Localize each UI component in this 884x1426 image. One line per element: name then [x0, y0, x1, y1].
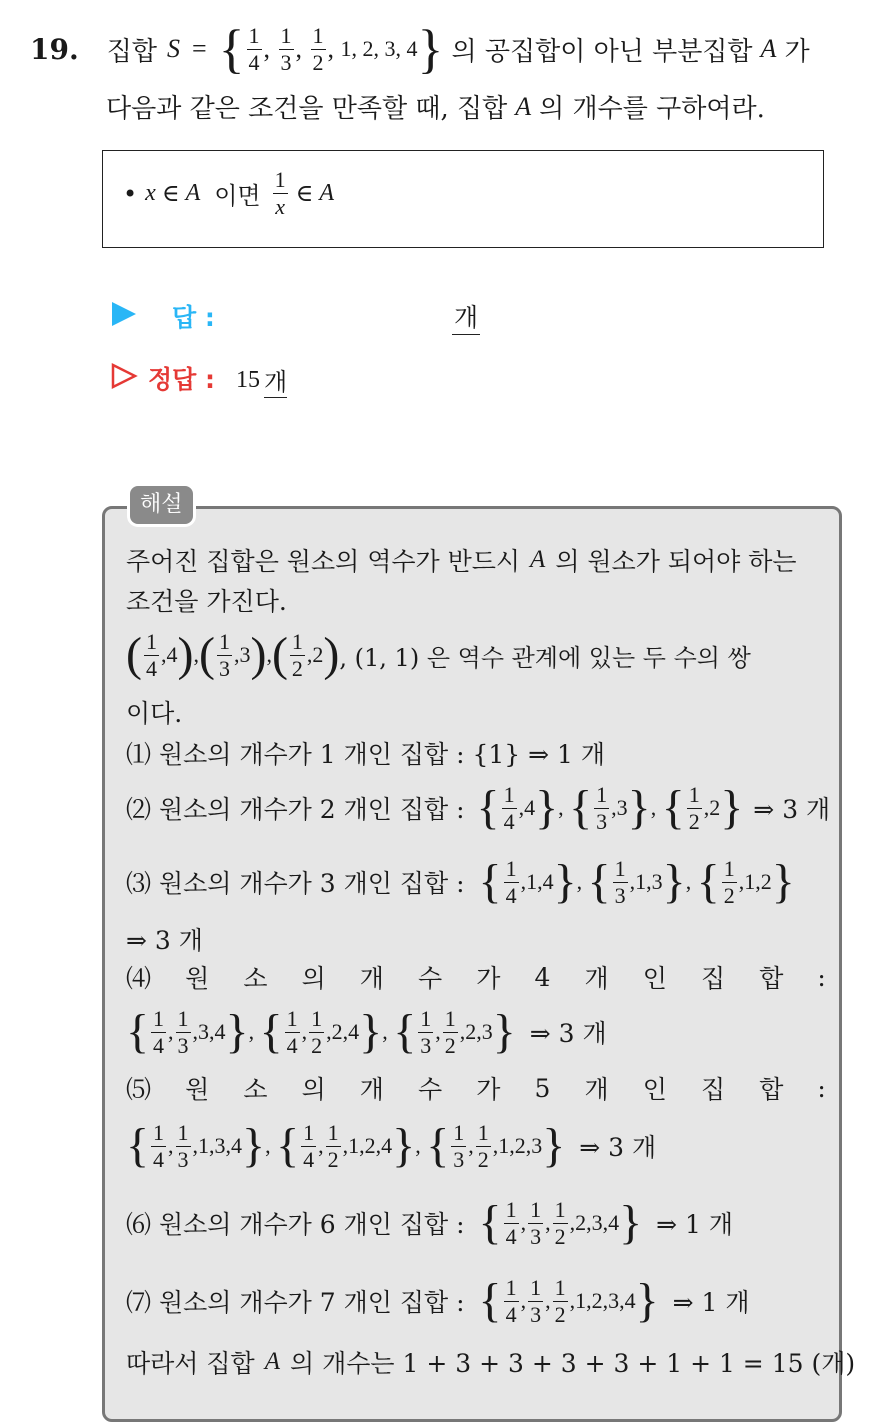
equals-sign: =: [191, 34, 207, 63]
case-3-result: ⇒ 3 개: [126, 926, 203, 955]
correct-answer: [236, 362, 287, 398]
fraction: $\frac{1}{3}$: [280, 22, 292, 75]
final-line: 따라서 집합 A 의 개수는 1 + 3 + 3 + 3 + 3 + 1 + 1 = 15 (개): [126, 1348, 856, 1378]
problem-text: 의 공집합이 아닌 부분집합: [451, 36, 753, 67]
problem-line-2: [106, 88, 765, 125]
condition-text: 이면: [214, 182, 261, 210]
case-7: ⑺ 원소의 개수가 7 개인 집합 : { $\frac{1}{4}$ , $\frac{1}{3}$ , $\frac{1}{2}$ ,1,2,3,4 } ⇒ 1 개: [126, 1274, 750, 1327]
var-a: A: [185, 180, 201, 206]
correct-arrow-icon: [110, 362, 138, 390]
element-of-symbol: ∈: [161, 181, 180, 207]
problem-text: 다음과 같은 조건을 만족할 때, 집합: [106, 94, 508, 124]
problem-number: 19.: [30, 32, 79, 66]
solution-line: 이다.: [126, 699, 183, 728]
problem-text: 가: [784, 36, 810, 67]
case-5: ⑸ 원 소 의 개 수 가 5 개 인 집 합 :: [126, 1073, 826, 1104]
pairs-line: ( $\frac{1}{4}$ ,4 ) , ( $\frac{1}{3}$ ,3 ) , ( $\frac{1}{2}$ ,2 ) , (1, 1) 은 역수 관계에 있는 두 수의 쌍: [126, 628, 751, 681]
reciprocal-fraction: $\frac{1}{x}$: [274, 167, 286, 219]
set-elements: 1, 2, 3, 4: [340, 36, 418, 61]
case-1: ⑴ 원소의 개수가 1 개인 집합 : {1} ⇒ 1 개: [126, 740, 606, 769]
fraction: $\frac{1}{2}$: [312, 22, 324, 75]
case-5-sets: { $\frac{1}{4}$ , $\frac{1}{3}$ ,1,3,4 } , { $\frac{1}{4}$ , $\frac{1}{2}$ ,1,2,4 } , { $\frac{1}{3}$ , $\frac{1}{2}$ ,1,2,3 } ⇒ 3 개: [126, 1119, 657, 1172]
problem-text: 의 개수를 구하여라.: [539, 94, 765, 124]
bullet: •: [123, 179, 138, 208]
solution-line: 조건을 가진다.: [126, 587, 287, 616]
var-x: x: [145, 180, 156, 206]
solution-content: [126, 540, 856, 1384]
element-of-symbol: ∈: [295, 181, 314, 207]
answer-unit: 개: [454, 303, 479, 332]
case-4-sets: { $\frac{1}{4}$ , $\frac{1}{3}$ ,3,4 } , { $\frac{1}{4}$ , $\frac{1}{2}$ ,2,4 } , { $\frac{1}{3}$ , $\frac{1}{2}$ ,2,3 } ⇒ 3 개: [126, 1005, 607, 1058]
solution-tag: 해설: [130, 486, 193, 524]
set-name: S: [166, 34, 180, 63]
case-2: ⑵ 원소의 개수가 2 개인 집합 : { $\frac{1}{4}$ ,4 } , { $\frac{1}{3}$ ,3 } , { $\frac{1}{2}$ ,2 } ⇒ 3 개: [126, 781, 831, 834]
solution-line: 주어진 집합은 원소의 역수가 반드시 A 의 원소가 되어야 하는: [126, 546, 797, 576]
correct-unit: 개: [264, 362, 287, 398]
answer-field[interactable]: [452, 298, 480, 335]
var-a: A: [760, 34, 777, 63]
case-6: ⑹ 원소의 개수가 6 개인 집합 : { $\frac{1}{4}$ , $\frac{1}{3}$ , $\frac{1}{2}$ ,2,3,4 } ⇒ 1 개: [126, 1196, 734, 1249]
problem-text: 집합: [106, 36, 157, 67]
condition-box: [102, 150, 824, 248]
answer-label: 답 :: [172, 303, 215, 332]
case-3: ⑶ 원소의 개수가 3 개인 집합 : { $\frac{1}{4}$ ,1,4 } , { $\frac{1}{3}$ ,1,3 } , { $\frac{1}{2}$ ,1,2 }: [126, 855, 795, 908]
case-4: ⑷ 원 소 의 개 수 가 4 개 인 집 합 :: [126, 962, 826, 993]
fraction: $\frac{1}{4}$: [248, 22, 260, 75]
left-brace: {: [218, 19, 245, 79]
right-brace: }: [417, 19, 444, 79]
correct-value: 15: [236, 366, 260, 393]
answer-arrow-icon: [110, 300, 138, 328]
var-a: A: [515, 91, 532, 121]
condition-line: [123, 169, 334, 218]
correct-label: 정답 :: [148, 365, 216, 394]
var-a: A: [319, 180, 335, 206]
problem-line-1: 19. 집합 S = { $\frac{1}{4}$ , $\frac{1}{3}$ , $\frac{1}{2}$ , 1, 2, 3, 4 } 의 공집합이 아닌 부분집합 A 가: [30, 19, 810, 79]
